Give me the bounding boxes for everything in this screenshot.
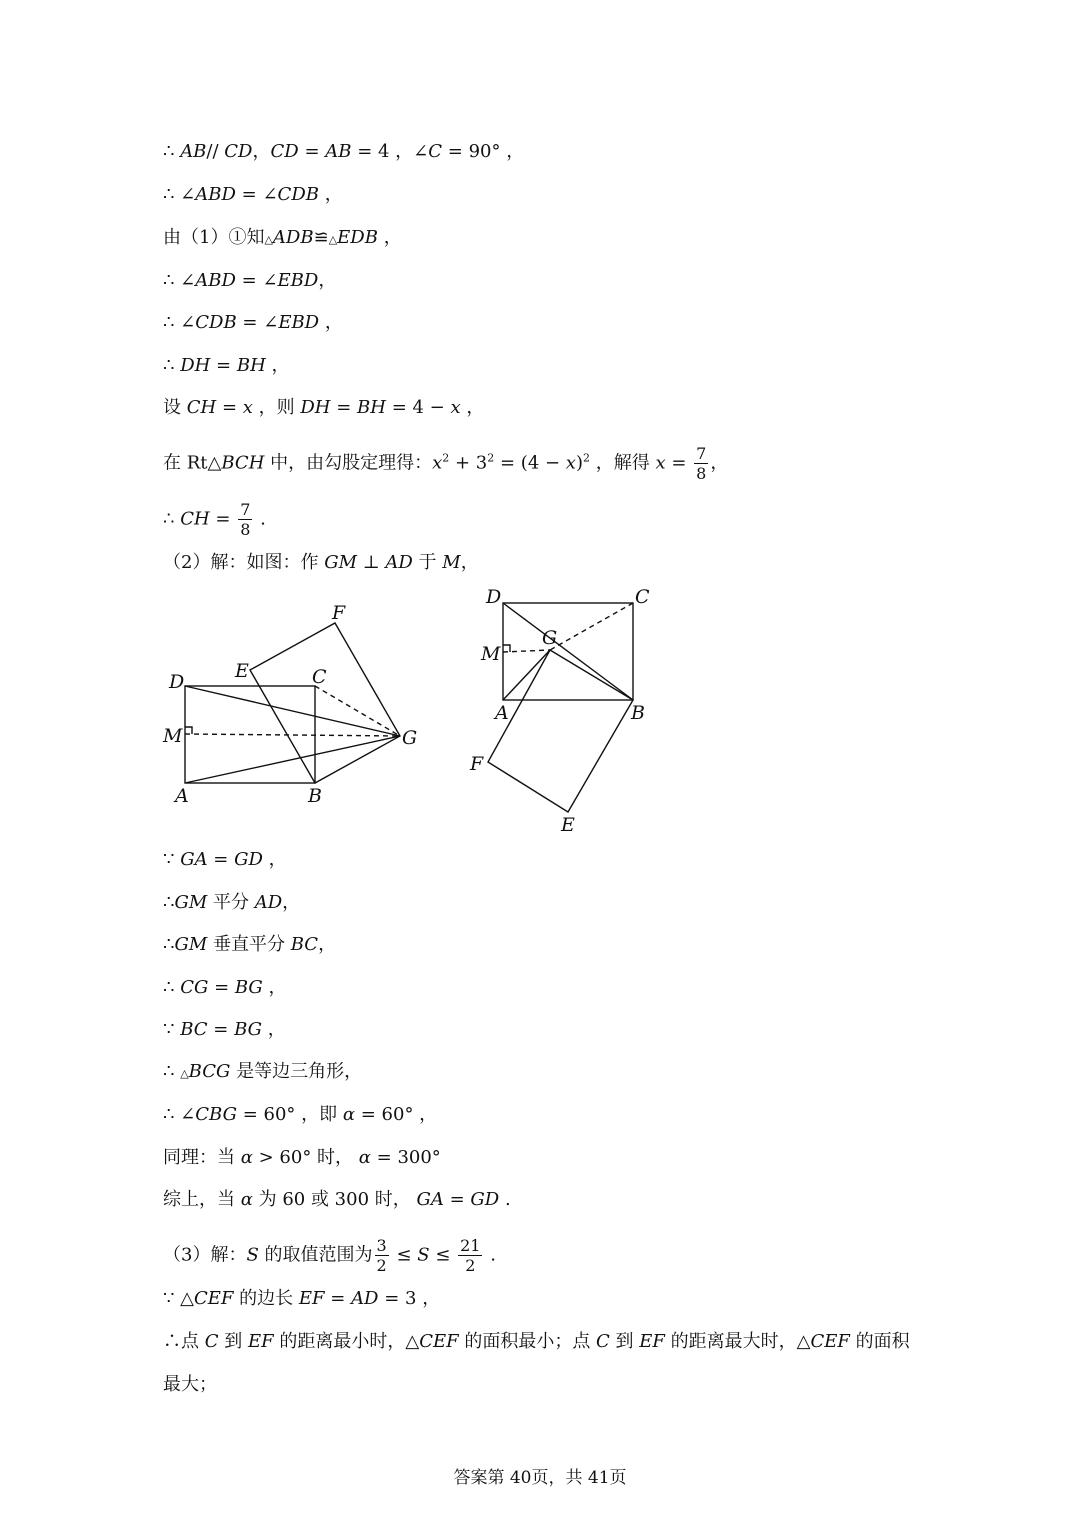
label-m: M (481, 643, 501, 665)
proof-line-23: 最大； (163, 1374, 217, 1395)
label-c: C (635, 586, 650, 608)
label-m: M (163, 725, 183, 747)
proof-line-20: （3）解：S 的取值范围为 $\frac{3}{2}$ ≤ S ≤ $\frac{21}{2}$ . (163, 1236, 496, 1275)
proof-line-8: 在 Rt△BCH 中，由勾股定理得：$x^2 + 3^2 = (4 - x)^2$ ，解得 x = $\frac{7}{8}$ ， (163, 444, 729, 483)
proof-line-17: ∴ ∠CBG = 60° ，即 α = 60° ， (163, 1104, 438, 1125)
label-b: B (631, 702, 645, 724)
label-f: F (332, 602, 346, 624)
proof-line-15: ∵ BC = BG ， (163, 1019, 286, 1040)
proof-line-16: ∴ △BCG 是等边三角形， (163, 1061, 363, 1082)
geometry-figure-1 (155, 595, 435, 820)
label-e: E (561, 814, 575, 836)
label-g: G (402, 727, 418, 749)
proof-line-11: ∵ GA = GD ， (163, 849, 287, 870)
label-d: D (169, 671, 185, 693)
proof-line-18: 同理：当 α > 60° 时， α = 300° (163, 1147, 441, 1168)
label-d: D (486, 586, 502, 608)
proof-line-9: ∴ CH = $\frac{7}{8}$ . (163, 500, 266, 539)
proof-line-7: 设 CH = x ，则 DH = BH = 4 − x ， (163, 397, 485, 418)
proof-line-10: （2）解：如图：作 GM ⊥ AD 于 M， (163, 552, 479, 573)
proof-line-13: ∴GM 垂直平分 BC， (163, 934, 337, 955)
label-a: A (495, 702, 509, 724)
proof-line-21: ∵ △CEF 的边长 EF = AD = 3 ， (163, 1288, 441, 1309)
segment-dg (185, 686, 400, 736)
geometry-figure-2 (465, 580, 675, 840)
proof-line-2: ∴ ∠ABD = ∠CDB ， (163, 184, 343, 205)
right-angle-mark (185, 727, 192, 734)
segment-cg (315, 686, 400, 736)
proof-line-19: 综上，当 α 为 60 或 300 时， GA = GD . (163, 1189, 511, 1210)
square-befg (250, 623, 400, 783)
segment-mg (185, 734, 400, 736)
label-e: E (235, 660, 249, 682)
square-bgfe (488, 650, 633, 812)
label-a: A (175, 785, 189, 807)
proof-line-6: ∴ DH = BH ， (163, 355, 290, 376)
fraction-twenty-one-halves: $\frac{21}{2}$ (460, 1236, 481, 1275)
proof-line-3: 由（1）①知△ADB≌△EDB ， (163, 227, 402, 248)
proof-line-14: ∴ CG = BG ， (163, 977, 287, 998)
label-c: C (312, 666, 327, 688)
page-footer: 答案第 40页，共 41页 (453, 1468, 627, 1488)
figure-1-svg (155, 595, 435, 820)
proof-line-4: ∴ ∠ABD = ∠EBD， (163, 270, 337, 291)
fraction-seven-eighths: $\frac{7}{8}$ (696, 444, 707, 483)
proof-line-22: ∴点 C 到 EF 的距离最小时，△CEF 的面积最小；点 C 到 EF 的距离最大时，△CEF 的面积 (163, 1331, 910, 1352)
figure-2-svg (465, 580, 675, 840)
right-angle-mark (503, 645, 510, 652)
label-g: G (542, 627, 558, 649)
label-f: F (470, 753, 484, 775)
segment-cg (550, 603, 633, 650)
proof-line-1: ∴ AB// CD，CD = AB = 4 ，∠C = 90° ， (163, 141, 525, 162)
proof-line-12: ∴GM 平分 AD， (163, 892, 301, 913)
label-b: B (308, 785, 322, 807)
proof-line-5: ∴ ∠CDB = ∠EBD ， (163, 312, 343, 333)
fraction-seven-eighths: $\frac{7}{8}$ (240, 500, 251, 539)
fraction-three-halves: $\frac{3}{2}$ (376, 1236, 387, 1275)
